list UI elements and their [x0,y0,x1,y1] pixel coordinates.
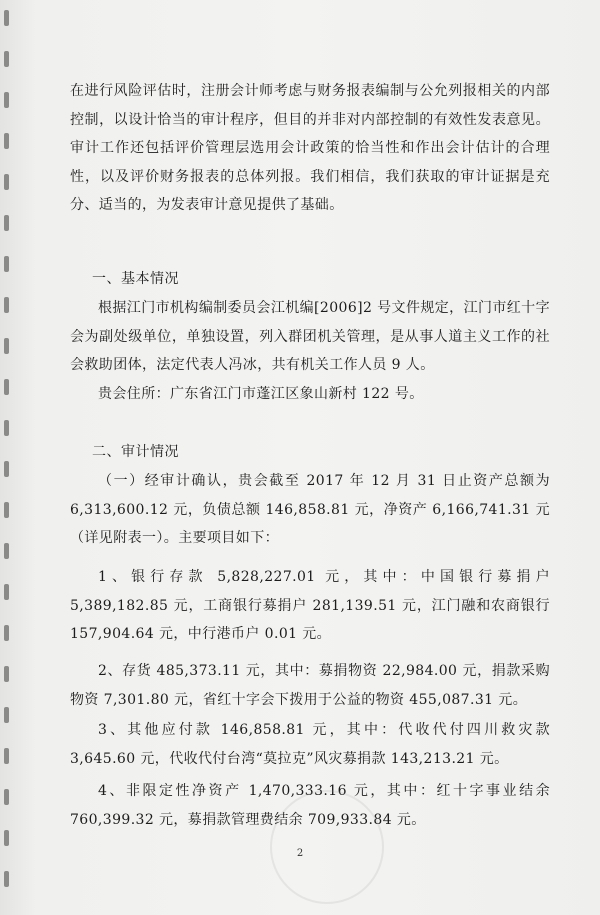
binding-hole [4,379,9,395]
binding-hole [4,502,9,518]
binding-hole [4,10,9,26]
binding-hole [4,51,9,67]
item-other-payables: 3、其他应付款 146,858.81 元，其中：代收代付四川救灾款 3,645.60 元，代收代付台湾“莫拉克”风灾募捐款 143,213.21 元。 [70,722,550,767]
item-inventory: 2、存货 485,373.11 元，其中：募捐物资 22,984.00 元，捐款采购物资 7,301.80 元，省红十字会下拨用于公益的物资 455,087.31 元。 [70,663,550,708]
binding-hole [4,215,9,231]
binding-hole [4,92,9,108]
binding-hole [4,461,9,477]
binding-hole [4,830,9,846]
binding-hole [4,420,9,436]
binding-hole [4,625,9,641]
binding-hole [4,707,9,723]
binding-hole [4,789,9,805]
item-bank-deposits: 1、银行存款 5,828,227.01 元，其中：中国银行募捐户 5,389,182.85 元，工商银行募捐户 281,139.51 元，江门融和农商银行 157,904.64 元，中行港币户 0.01 元。 [70,569,550,642]
binding-hole [4,297,9,313]
binding-hole [4,256,9,272]
intro-paragraph: 在进行风险评估时，注册会计师考虑与财务报表编制与公允列报相关的内部控制，以设计恰当的审计程序，但目的并非对内部控制的有效性发表意见。审计工作还包括评价管理层选用会计政策的恰当性和作出会计估计的合理性，以及评价财务报表的总体列报。我们相信，我们获取的审计证据是充分、适当的，为发表审计意见提供了基础。 [70,83,550,213]
address-paragraph: 贵会住所：广东省江门市蓬江区象山新村 122 号。 [98,386,424,402]
binding-hole [4,338,9,354]
audit-summary-paragraph: （一）经审计确认，贵会截至 2017 年 12 月 31 日止资产总额为 6,313,600.12 元，负债总额 146,858.81 元，净资产 6,166,741.31 元（详见附表一）。主要项目如下： [70,473,550,546]
page-number: 2 [296,848,304,859]
binding-hole [4,174,9,190]
binding-hole [4,871,9,887]
section-heading-basic-info: 一、基本情况 [92,271,179,287]
basic-info-paragraph: 根据江门市机构编制委员会江机编[2006]2 号文件规定，江门市红十字会为副处级单位，单独设置，列入群团机关管理，是从事人道主义工作的社会救助团体，法定代表人冯冰，共有机关工作人员 9 人。 [70,300,550,373]
faint-seal [270,790,384,904]
binding-hole [4,748,9,764]
binding-hole [4,133,9,149]
binding-hole [4,666,9,682]
binding-hole [4,584,9,600]
section-heading-audit: 二、审计情况 [92,444,179,460]
binding-hole [4,543,9,559]
binding-holes [4,10,12,910]
item-net-assets: 4、非限定性净资产 1,470,333.16 元，其中：红十字事业结余 760,399.32 元，募捐款管理费结余 709,933.84 元。 [70,783,550,828]
